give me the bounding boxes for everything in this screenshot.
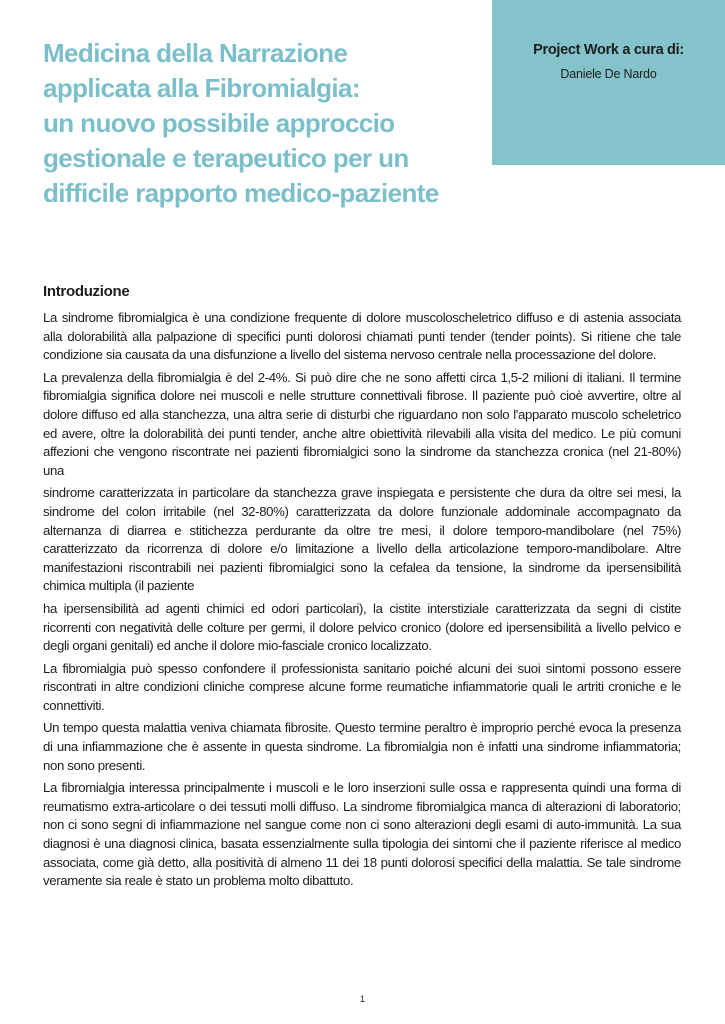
section-heading: Introduzione [43, 283, 130, 300]
document-body [43, 283, 681, 895]
title-line: difficile rapporto medico-paziente [43, 178, 439, 208]
paragraph: La prevalenza della fibromialgia è del 2-4%. Si può dire che ne sono affetti circa 1,5-2 milioni di italiani. Il termine fibromialgia significa dolore nei muscoli e nelle strutture connettivali fibrose. Il paziente può cioè avvertire, oltre al dolore diffuso ed alla stanchezza, una altra serie di disturbi che riguardano non solo l'apparato muscolo scheletrico ed avere, oltre la dolorabilità dei punti tender, anche altre obiettività rilevabili alla visita del medico. Le più comuni affezioni che vengono riscontrate nei pazienti fibromialgici sono la sindrome da stanchezza cronica (nel 21-80%) una [43, 369, 681, 478]
paragraph: La fibromialgia interessa principalmente i muscoli e le loro inserzioni sulle ossa e rappresenta quindi una forma di reumatismo extra-articolare o dei tessuti molli diffuso. La sindrome fibromialgica manca di alterazioni di laboratorio; non ci sono segni di infiammazione nel sangue come non ci sono alterazioni degli esami di auto-immunità. La sua diagnosi è una diagnosi clinica, basata essenzialmente sulla tipologia dei sintomi che il paziente riferisce al medico associata, come già detto, alla positività di almeno 11 dei 18 punti dolorosi specifici della malattia. Se tale sindrome veramente sia reale è stato un problema molto dibattuto. [43, 780, 681, 889]
author-label: Project Work a cura di: [533, 42, 684, 58]
document-title [43, 36, 483, 211]
author-name: Daniele De Nardo [560, 67, 657, 81]
paragraph: Un tempo questa malattia veniva chiamata fibrosite. Questo termine peraltro è improprio perché evoca la presenza di una infiammazione che è assente in questa sindrome. La fibromialgia non è infatti una sindrome infiammatoria; non sono presenti. [43, 720, 681, 773]
title-line: Medicina della Narrazione [43, 38, 348, 68]
title-line: un nuovo possibile approccio [43, 108, 395, 138]
author-box [492, 0, 725, 165]
title-line: gestionale e terapeutico per un [43, 143, 409, 173]
page-number: 1 [359, 994, 365, 1004]
paragraph: La sindrome fibromialgica è una condizione frequente di dolore muscoloscheletrico diffuso e di astenia associata alla dolorabilità alla palpazione di specifici punti dolorosi chiamati punti tender (tender points). Si ritiene che tale condizione sia causata da una disfunzione a livello del sistema nervoso centrale nella processazione del dolore. [43, 310, 681, 363]
paragraph: sindrome caratterizzata in particolare da stanchezza grave inspiegata e persistente che dura da oltre sei mesi, la sindrome del colon irritabile (nel 32-80%) caratterizzata da dolore funzionale addominale accompagnato da alternanza di diarrea e stitichezza perdurante da oltre tre mesi, il dolore temporo-mandibolare (nel 75%) caratterizzato da ricorrenza di dolore e/o limitazione a livello della articolazione temporo-mandibolare. Altre manifestazioni riscontrabili nei pazienti fibromialgici sono la cefalea da tensione, la sindrome da ipersensibilità chimica multipla (il paziente [43, 485, 681, 594]
paragraph: La fibromialgia può spesso confondere il professionista sanitario poiché alcuni dei suoi sintomi possono essere riscontrati in altre condizioni cliniche comprese alcune forme reumatiche infiammatorie quali le artriti croniche e le connettiviti. [43, 660, 681, 713]
paragraph: ha ipersensibilità ad agenti chimici ed odori particolari), la cistite interstiziale caratterizzata da segni di cistite ricorrenti con negatività delle colture per germi, il dolore pelvico cronico (dolore ed ipersensibilità a livello pelvico e degli organi genitali) ed anche il dolore mio-fasciale cronico localizzato. [43, 600, 681, 654]
title-line: applicata alla Fibromialgia: [43, 73, 360, 103]
